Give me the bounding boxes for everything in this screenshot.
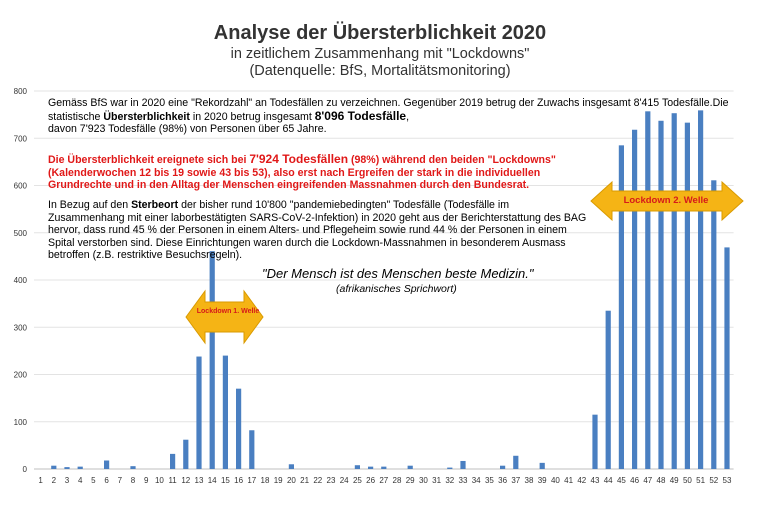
x-tick-label: 25 bbox=[352, 476, 362, 485]
x-tick-label: 23 bbox=[326, 476, 336, 485]
x-tick-label: 13 bbox=[194, 476, 204, 485]
bar-week-13 bbox=[196, 357, 201, 469]
bar-week-27 bbox=[381, 467, 386, 469]
annotation-lockdown-excess: Die Übersterblichkeit ereignete sich bei 7'924 Todesfällen (98%) während den beiden "Lockdowns" (Kalenderwochen 12 bis 19 sowie 43 bis 53), also erst nach Ergreifen der stark in die individuellen Grundrechte und in den Alltag der Menschen eingreifenden Massnahmen durch den Bundesrat. bbox=[48, 152, 556, 192]
x-tick-label: 24 bbox=[339, 476, 349, 485]
x-tick-label: 34 bbox=[471, 476, 481, 485]
x-tick-label: 44 bbox=[603, 476, 613, 485]
quote-source: (afrikanisches Sprichwort) bbox=[336, 283, 457, 295]
x-tick-label: 37 bbox=[511, 476, 521, 485]
x-tick-label: 42 bbox=[577, 476, 587, 485]
x-axis-ticks bbox=[38, 476, 732, 485]
chart-title: Analyse der Übersterblichkeit 2020 bbox=[213, 22, 547, 44]
x-tick-label: 41 bbox=[564, 476, 574, 485]
bar-week-3 bbox=[64, 467, 69, 469]
x-tick-label: 16 bbox=[234, 476, 244, 485]
x-tick-label: 1 bbox=[38, 476, 43, 485]
x-tick-label: 11 bbox=[168, 476, 177, 485]
bar-week-29 bbox=[408, 466, 413, 469]
bar-week-50 bbox=[685, 123, 690, 469]
x-tick-label: 17 bbox=[247, 476, 257, 485]
bar-week-46 bbox=[632, 130, 637, 469]
bar-week-14 bbox=[210, 251, 215, 469]
bar-week-25 bbox=[355, 465, 360, 469]
bar-week-4 bbox=[78, 467, 83, 469]
x-tick-label: 5 bbox=[91, 476, 96, 485]
x-tick-label: 2 bbox=[51, 476, 57, 485]
y-tick-label: 500 bbox=[13, 228, 27, 238]
x-tick-label: 48 bbox=[656, 476, 666, 485]
bar-week-16 bbox=[236, 389, 241, 469]
lockdown-1-label: Lockdown 1. Welle bbox=[196, 308, 260, 315]
lockdown-1-arrow bbox=[186, 291, 263, 343]
bar-week-17 bbox=[249, 430, 254, 469]
x-tick-label: 35 bbox=[484, 476, 494, 485]
x-tick-label: 53 bbox=[722, 476, 732, 485]
x-tick-label: 32 bbox=[445, 476, 455, 485]
x-tick-label: 52 bbox=[709, 476, 719, 485]
annotation-record-deaths: Gemäss BfS war in 2020 eine "Rekordzahl" an Todesfällen zu verzeichnen. Gegenüber 2019 betrug der Zuwachs insgesamt 8'415 Todesfälle.Die statistische Übersterblichkeit in 2020 betrug insgesamt 8'096 Todesfälle, davon 7'923 Todesfälle (98%) von Personen über 65 Jahre. bbox=[48, 97, 729, 136]
x-tick-label: 30 bbox=[418, 476, 428, 485]
x-tick-label: 6 bbox=[104, 476, 109, 485]
bar-week-48 bbox=[658, 121, 663, 469]
bar-week-12 bbox=[183, 440, 188, 469]
x-tick-label: 50 bbox=[682, 476, 692, 485]
x-tick-label: 8 bbox=[130, 476, 136, 485]
x-tick-label: 9 bbox=[143, 476, 149, 485]
x-tick-label: 47 bbox=[643, 476, 653, 485]
x-tick-label: 49 bbox=[669, 476, 679, 485]
bar-week-2 bbox=[51, 466, 56, 469]
x-tick-label: 10 bbox=[154, 476, 164, 485]
bar-week-49 bbox=[672, 113, 677, 469]
y-tick-label: 100 bbox=[13, 417, 27, 427]
x-tick-label: 22 bbox=[313, 476, 323, 485]
x-tick-label: 31 bbox=[432, 476, 442, 485]
y-tick-label: 0 bbox=[22, 465, 27, 474]
x-tick-label: 26 bbox=[366, 476, 376, 485]
bar-week-33 bbox=[460, 461, 465, 469]
quote: "Der Mensch ist des Menschen beste Medizin." bbox=[262, 266, 534, 281]
x-tick-label: 29 bbox=[405, 476, 415, 485]
x-tick-label: 36 bbox=[498, 476, 508, 485]
bar-week-15 bbox=[223, 356, 228, 469]
bar-week-6 bbox=[104, 460, 109, 469]
x-tick-label: 19 bbox=[273, 476, 283, 485]
bar-week-52 bbox=[711, 180, 716, 469]
y-tick-label: 300 bbox=[13, 323, 27, 333]
y-tick-label: 200 bbox=[13, 370, 27, 380]
bar-week-44 bbox=[606, 311, 611, 469]
bar-week-11 bbox=[170, 454, 175, 469]
bar-week-43 bbox=[592, 415, 597, 469]
x-tick-label: 7 bbox=[117, 476, 123, 485]
y-tick-label: 700 bbox=[13, 134, 27, 144]
bar-week-47 bbox=[645, 111, 650, 469]
y-tick-label: 600 bbox=[13, 181, 27, 191]
x-tick-label: 43 bbox=[590, 476, 600, 485]
data-source-subtitle: (Datenquelle: BfS, Mortalitätsmonitoring) bbox=[249, 63, 511, 79]
y-tick-label: 800 bbox=[13, 87, 27, 96]
bar-week-8 bbox=[130, 466, 135, 469]
x-tick-label: 15 bbox=[220, 476, 230, 485]
x-tick-label: 12 bbox=[181, 476, 191, 485]
bar-week-36 bbox=[500, 466, 505, 469]
y-tick-label: 400 bbox=[13, 276, 27, 285]
x-tick-label: 45 bbox=[616, 476, 626, 485]
x-tick-label: 27 bbox=[379, 476, 389, 485]
bar-week-51 bbox=[698, 110, 703, 469]
bar-week-37 bbox=[513, 456, 518, 469]
bar-week-26 bbox=[368, 467, 373, 469]
annotation-place-of-death: In Bezug auf den Sterbeort der bisher rund 10'800 "pandemiebedingten" Todesfälle (Todesfälle im Zusammenhang mit einer laborbestätigten SARS-CoV-2-Infektion) in 2020 geht aus der Berichterstattung des BAG hervor, dass rund 45 % der Personen in einem Alters- und Pflegeheim sowie rund 44 % der Personen in einem Spital verstorben sind. Diese Einrichtungen waren durch die Lockdown-Massnahmen in besonderem Ausmass betroffen (z.B. restriktive Besuchsregeln). bbox=[48, 199, 587, 262]
x-tick-label: 20 bbox=[286, 476, 296, 485]
y-axis-ticks bbox=[14, 87, 28, 474]
x-tick-label: 46 bbox=[630, 476, 640, 485]
x-tick-label: 40 bbox=[550, 476, 560, 485]
x-tick-label: 28 bbox=[392, 476, 402, 485]
lockdown-2-label: Lockdown 2. Welle bbox=[623, 195, 709, 206]
bar-week-39 bbox=[540, 463, 545, 469]
x-tick-label: 18 bbox=[260, 476, 270, 485]
chart-subtitle: in zeitlichem Zusammenhang mit "Lockdowns" bbox=[230, 46, 530, 62]
bar-week-53 bbox=[724, 247, 729, 469]
x-tick-label: 14 bbox=[207, 476, 217, 485]
x-tick-label: 33 bbox=[458, 476, 468, 485]
bar-week-32 bbox=[447, 468, 452, 469]
x-tick-label: 3 bbox=[64, 476, 70, 485]
x-tick-label: 39 bbox=[537, 476, 547, 485]
x-tick-label: 21 bbox=[300, 476, 310, 485]
x-tick-label: 38 bbox=[524, 476, 534, 485]
bar-week-20 bbox=[289, 464, 294, 469]
x-tick-label: 51 bbox=[696, 476, 706, 485]
x-tick-label: 4 bbox=[77, 476, 83, 485]
